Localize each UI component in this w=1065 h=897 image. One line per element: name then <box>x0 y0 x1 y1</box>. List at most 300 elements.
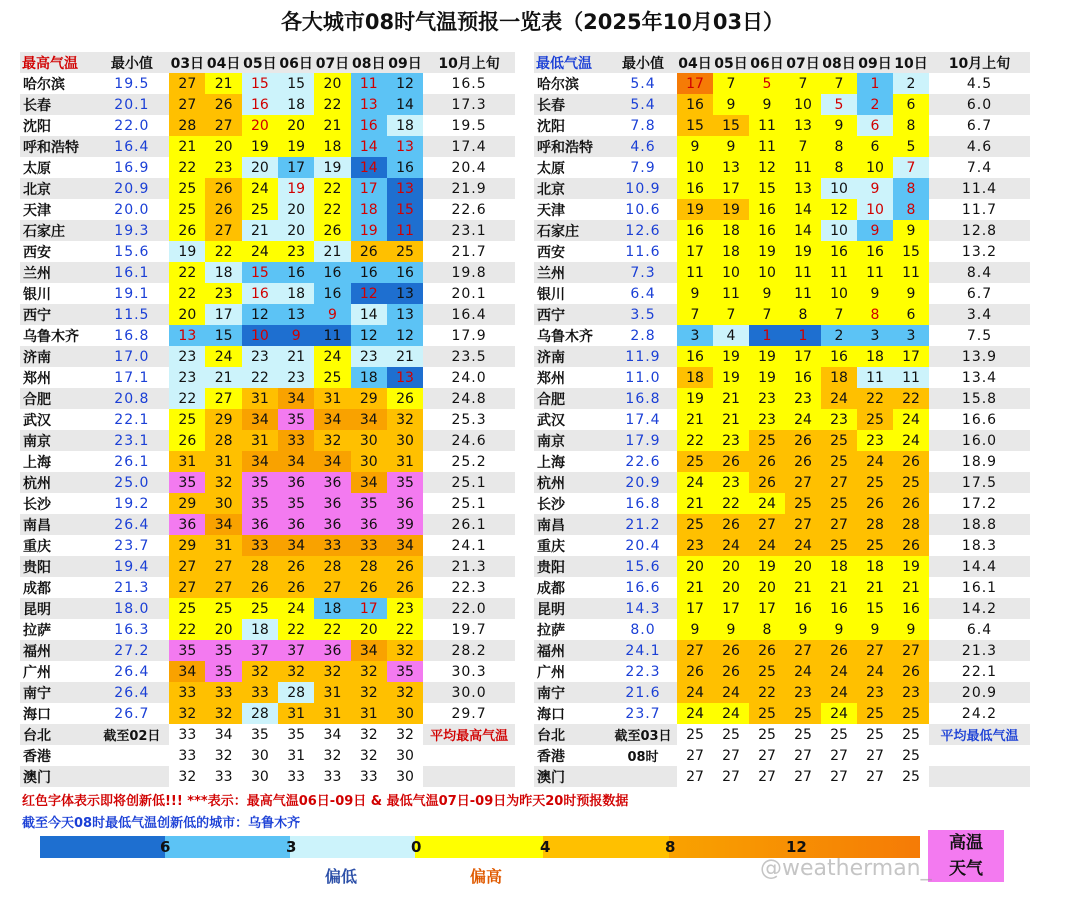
temp-cell: 24 <box>893 430 929 451</box>
decade-avg: 24.2 <box>961 705 998 722</box>
temp-cell: 34 <box>242 409 278 430</box>
temp-cell: 16 <box>677 346 713 367</box>
temp-cell: 32 <box>205 472 241 493</box>
temp-cell: 30 <box>396 747 414 764</box>
table-row <box>534 514 1030 535</box>
temp-cell: 26 <box>749 472 785 493</box>
temp-cell: 25 <box>893 472 929 493</box>
min-value: 18.0 <box>95 598 170 619</box>
temp-cell: 19 <box>677 199 713 220</box>
watermark: @weatherman_ <box>760 856 932 881</box>
table-row <box>20 304 515 325</box>
table-row <box>20 577 515 598</box>
min-value: 20.0 <box>114 201 150 218</box>
temp-cell: 11 <box>857 262 893 283</box>
temp-cell: 36 <box>278 472 314 493</box>
table-row <box>534 619 1030 640</box>
table-row <box>534 724 1030 745</box>
temp-cell: 19 <box>314 157 350 178</box>
temp-cell: 9 <box>677 619 713 640</box>
temp-cell: 26 <box>713 661 749 682</box>
temp-cell: 9 <box>314 304 350 325</box>
left-header-day: 09日 <box>387 52 423 73</box>
temp-cell: 25 <box>785 703 821 724</box>
decade-avg: 17.9 <box>451 327 487 344</box>
temp-cell: 12 <box>387 73 423 94</box>
city-name: 海口 <box>537 706 565 723</box>
temp-cell: 27 <box>821 514 857 535</box>
city-name: 哈尔滨 <box>537 76 579 93</box>
min-value: 3.5 <box>609 304 677 325</box>
city-name: 兰州 <box>20 262 95 283</box>
temp-cell: 26 <box>278 577 314 598</box>
decade-avg: 16.4 <box>423 304 515 325</box>
table-row <box>20 619 515 640</box>
decade-avg: 17.2 <box>961 495 998 512</box>
min-value: 19.5 <box>114 75 150 92</box>
city-name: 兰州 <box>534 262 609 283</box>
temp-cell: 6 <box>857 136 893 157</box>
min-value: 20.8 <box>95 388 170 409</box>
temp-cell: 32 <box>351 682 387 703</box>
right-header-day: 07日 <box>785 52 821 73</box>
min-value: 7.9 <box>630 159 656 176</box>
temp-cell: 22 <box>314 178 350 199</box>
decade-avg: 18.3 <box>961 537 998 554</box>
min-value: 22.3 <box>625 663 661 680</box>
temp-cell: 20 <box>677 556 713 577</box>
temp-cell: 27 <box>866 768 884 785</box>
decade-avg: 14.4 <box>929 556 1030 577</box>
city-name: 长沙 <box>23 496 51 513</box>
temp-cell: 26 <box>713 451 749 472</box>
temp-cell: 30 <box>351 430 387 451</box>
temp-cell: 23 <box>713 472 749 493</box>
temp-cell: 26 <box>205 178 241 199</box>
temp-cell: 23 <box>242 346 278 367</box>
temp-cell: 35 <box>250 726 269 743</box>
temp-cell: 9 <box>857 619 893 640</box>
city-name: 重庆 <box>23 538 51 555</box>
city-name: 西安 <box>537 244 565 261</box>
temp-cell: 23 <box>205 283 241 304</box>
table-row <box>534 283 1030 304</box>
city-name: 澳门 <box>20 766 95 787</box>
min-value: 15.6 <box>114 243 150 260</box>
temp-cell: 16 <box>749 220 785 241</box>
city-name: 香港 <box>537 748 565 765</box>
left-header-day: 08日 <box>351 52 387 73</box>
min-value: 5.4 <box>609 94 677 115</box>
temp-cell: 12 <box>387 325 423 346</box>
left-header-row <box>20 52 515 73</box>
temp-cell: 19 <box>749 367 785 388</box>
table-row <box>20 199 515 220</box>
city-name: 武汉 <box>23 412 51 429</box>
decade-avg: 19.8 <box>423 262 515 283</box>
temp-cell: 31 <box>314 682 350 703</box>
temp-cell: 24 <box>821 703 857 724</box>
city-name: 杭州 <box>20 472 95 493</box>
temp-cell: 24 <box>749 493 785 514</box>
temp-cell: 32 <box>396 726 414 743</box>
temp-cell: 14 <box>351 136 387 157</box>
decade-avg: 20.9 <box>929 682 1030 703</box>
temp-cell: 22 <box>387 619 423 640</box>
left-header-day: 04日 <box>205 52 241 73</box>
temp-cell: 32 <box>214 747 233 764</box>
temp-cell: 27 <box>205 220 241 241</box>
decade-avg: 7.4 <box>966 159 993 176</box>
min-value: 17.4 <box>625 411 661 428</box>
table-row <box>534 535 1030 556</box>
temp-cell: 3 <box>677 325 713 346</box>
legend-low-label: 偏低 <box>325 867 358 886</box>
temp-cell: 9 <box>893 220 929 241</box>
temp-cell: 16 <box>387 157 423 178</box>
temp-cell: 30 <box>387 703 423 724</box>
temp-cell: 34 <box>314 409 350 430</box>
temp-cell: 16 <box>857 241 893 262</box>
temp-cell: 27 <box>205 115 241 136</box>
table-row <box>534 766 1030 787</box>
temp-cell: 27 <box>830 747 848 764</box>
right-header-day: 10日 <box>893 52 929 73</box>
temp-cell: 33 <box>242 535 278 556</box>
temp-cell: 22 <box>169 388 205 409</box>
temp-cell: 18 <box>278 94 314 115</box>
temp-cell: 25 <box>794 726 812 743</box>
table-row <box>20 178 515 199</box>
temp-cell: 23 <box>893 682 929 703</box>
temp-cell: 32 <box>359 747 378 764</box>
temp-cell: 23 <box>785 388 821 409</box>
decade-avg: 23.1 <box>423 220 515 241</box>
temp-cell: 16 <box>893 598 929 619</box>
city-name: 南宁 <box>534 682 609 703</box>
temp-cell: 9 <box>857 283 893 304</box>
right-header-min: 最小值 <box>609 52 677 73</box>
min-value: 11.0 <box>625 369 661 386</box>
temp-cell: 26 <box>278 556 314 577</box>
city-name: 南宁 <box>20 682 95 703</box>
temp-cell: 18 <box>857 346 893 367</box>
temp-cell: 6 <box>893 304 929 325</box>
temp-cell: 32 <box>178 768 197 785</box>
temp-cell: 14 <box>387 94 423 115</box>
temp-cell: 27 <box>205 577 241 598</box>
city-name: 北京 <box>534 178 609 199</box>
temp-cell: 25 <box>205 598 241 619</box>
temp-cell: 32 <box>351 661 387 682</box>
decade-avg: 20.4 <box>451 159 487 176</box>
temp-cell: 32 <box>387 682 423 703</box>
temp-cell: 24 <box>242 178 278 199</box>
city-name: 呼和浩特 <box>534 136 609 157</box>
temp-cell: 20 <box>169 304 205 325</box>
temp-cell: 26 <box>785 451 821 472</box>
temp-cell: 21 <box>205 73 241 94</box>
temp-cell: 24 <box>278 598 314 619</box>
decade-avg: 4.6 <box>929 136 1030 157</box>
temp-cell: 34 <box>351 640 387 661</box>
temp-cell: 18 <box>314 136 350 157</box>
temp-cell: 7 <box>749 304 785 325</box>
table-row <box>534 409 1030 430</box>
temp-cell: 26 <box>242 577 278 598</box>
temp-cell: 21 <box>857 577 893 598</box>
table-row <box>20 409 515 430</box>
temp-cell: 3 <box>857 325 893 346</box>
temp-cell: 18 <box>857 556 893 577</box>
temp-cell: 16 <box>677 178 713 199</box>
temp-cell: 17 <box>351 598 387 619</box>
temp-cell: 25 <box>902 726 920 743</box>
decade-avg: 13.9 <box>929 346 1030 367</box>
city-name: 南京 <box>534 430 609 451</box>
temp-cell: 24 <box>821 661 857 682</box>
temp-cell: 9 <box>749 94 785 115</box>
min-value: 5.4 <box>630 75 656 92</box>
right-header-label: 最低气温 <box>534 52 609 73</box>
table-row <box>534 556 1030 577</box>
legend-tick-8: 8 <box>665 838 676 856</box>
decade-avg: 平均最低气温 <box>929 724 1030 745</box>
temp-cell: 30 <box>351 451 387 472</box>
table-row <box>20 661 515 682</box>
table-row <box>534 493 1030 514</box>
max-temp-table <box>20 52 515 787</box>
temp-cell: 27 <box>205 556 241 577</box>
temp-cell: 15 <box>713 115 749 136</box>
city-name: 南昌 <box>20 514 95 535</box>
temp-cell: 15 <box>893 241 929 262</box>
temp-cell: 9 <box>278 325 314 346</box>
min-value: 16.9 <box>114 159 150 176</box>
city-name: 长春 <box>20 94 95 115</box>
min-value: 21.2 <box>609 514 677 535</box>
temp-cell: 29 <box>351 388 387 409</box>
temp-cell: 18 <box>821 367 857 388</box>
table-row <box>20 241 515 262</box>
temp-cell: 26 <box>785 430 821 451</box>
min-value: 16.8 <box>114 327 150 344</box>
city-name: 贵阳 <box>20 556 95 577</box>
legend-hot-weather <box>928 830 1004 882</box>
temp-cell: 13 <box>387 136 423 157</box>
temp-cell: 22 <box>169 157 205 178</box>
min-value: 21.3 <box>114 579 150 596</box>
temp-cell: 9 <box>677 283 713 304</box>
min-value: 16.8 <box>625 495 661 512</box>
decade-avg: 12.8 <box>929 220 1030 241</box>
legend-tick-0: 0 <box>411 838 422 856</box>
temp-cell: 34 <box>278 388 314 409</box>
temp-cell: 17 <box>713 178 749 199</box>
temp-cell: 34 <box>323 726 342 743</box>
temp-cell: 14 <box>351 304 387 325</box>
temp-cell: 17 <box>713 598 749 619</box>
temp-cell: 15 <box>205 325 241 346</box>
city-name: 成都 <box>537 580 565 597</box>
temp-cell: 18 <box>205 262 241 283</box>
temp-cell: 16 <box>677 94 713 115</box>
temp-cell: 19 <box>749 346 785 367</box>
decade-avg: 4.5 <box>966 75 993 92</box>
decade-avg: 平均最高气温 <box>423 724 515 745</box>
temp-cell: 9 <box>713 136 749 157</box>
decade-avg <box>423 745 515 766</box>
min-value: 19.1 <box>114 285 150 302</box>
temp-cell: 26 <box>351 577 387 598</box>
table-row <box>20 535 515 556</box>
decade-avg: 15.8 <box>929 388 1030 409</box>
city-name: 太原 <box>537 160 565 177</box>
temp-cell: 22 <box>314 619 350 640</box>
temp-cell: 23 <box>169 367 205 388</box>
table-row <box>20 598 515 619</box>
legend-tick-6: 6 <box>160 838 171 856</box>
min-value: 11.6 <box>625 243 661 260</box>
legend-seg-gold <box>543 836 669 858</box>
temp-cell: 28 <box>893 514 929 535</box>
right-header-day: 04日 <box>677 52 713 73</box>
min-value: 19.3 <box>95 220 170 241</box>
temp-cell: 27 <box>821 472 857 493</box>
city-name: 昆明 <box>534 598 609 619</box>
temp-cell: 25 <box>830 726 848 743</box>
temp-cell: 17 <box>893 346 929 367</box>
temp-cell: 10 <box>749 262 785 283</box>
city-name: 石家庄 <box>20 220 95 241</box>
temp-cell: 10 <box>857 199 893 220</box>
temp-cell: 25 <box>749 661 785 682</box>
temp-cell: 19 <box>278 136 314 157</box>
temp-cell: 26 <box>314 220 350 241</box>
temp-cell: 27 <box>866 747 884 764</box>
city-name: 天津 <box>23 202 51 219</box>
temp-cell: 10 <box>821 220 857 241</box>
temp-cell: 31 <box>387 451 423 472</box>
temp-cell: 31 <box>205 535 241 556</box>
table-row <box>534 94 1030 115</box>
left-header-avg: 10月上旬 <box>423 52 515 73</box>
temp-cell: 20 <box>205 136 241 157</box>
temp-cell: 32 <box>169 703 205 724</box>
temp-cell: 11 <box>387 220 423 241</box>
temp-cell: 11 <box>785 283 821 304</box>
temp-cell: 31 <box>242 430 278 451</box>
temp-cell: 19 <box>278 178 314 199</box>
temp-cell: 20 <box>785 556 821 577</box>
temp-cell: 16 <box>821 346 857 367</box>
city-name: 台北 <box>20 724 95 745</box>
temp-cell: 34 <box>351 472 387 493</box>
min-value: 14.3 <box>609 598 677 619</box>
legend-hot-label: 高温 天气 <box>949 833 983 879</box>
temp-cell: 31 <box>314 703 350 724</box>
temp-cell: 33 <box>287 768 306 785</box>
temp-cell: 16 <box>242 283 278 304</box>
temp-cell: 27 <box>785 472 821 493</box>
temp-cell: 36 <box>314 514 350 535</box>
legend-tick-4: 4 <box>540 838 551 856</box>
temp-cell: 27 <box>205 388 241 409</box>
temp-cell: 17 <box>677 598 713 619</box>
table-row <box>534 367 1030 388</box>
temp-cell: 27 <box>830 768 848 785</box>
decade-avg: 18.8 <box>929 514 1030 535</box>
temp-cell: 18 <box>821 556 857 577</box>
temp-cell: 10 <box>857 157 893 178</box>
city-name: 西宁 <box>534 304 609 325</box>
temp-cell: 33 <box>178 747 197 764</box>
temp-cell: 33 <box>359 768 378 785</box>
min-value: 08时 <box>627 750 659 765</box>
decade-avg: 18.9 <box>961 453 998 470</box>
temp-cell: 7 <box>893 157 929 178</box>
temp-cell: 9 <box>785 619 821 640</box>
temp-cell: 21 <box>821 577 857 598</box>
temp-cell: 39 <box>387 514 423 535</box>
temp-cell: 11 <box>713 283 749 304</box>
temp-cell: 24 <box>749 535 785 556</box>
decade-avg: 21.9 <box>423 178 515 199</box>
temp-cell: 31 <box>351 703 387 724</box>
temp-cell: 21 <box>677 409 713 430</box>
temp-cell: 11 <box>314 325 350 346</box>
temp-cell: 16 <box>677 220 713 241</box>
temp-cell: 18 <box>351 367 387 388</box>
temp-cell: 35 <box>242 493 278 514</box>
temp-cell: 16 <box>242 94 278 115</box>
temp-cell: 15 <box>242 262 278 283</box>
temp-cell: 28 <box>205 430 241 451</box>
min-value: 16.1 <box>95 262 170 283</box>
table-row <box>534 262 1030 283</box>
temp-cell: 8 <box>821 157 857 178</box>
city-name: 乌鲁木齐 <box>537 328 593 345</box>
temp-cell: 22 <box>893 388 929 409</box>
decade-avg: 25.3 <box>451 411 487 428</box>
temp-cell: 33 <box>242 682 278 703</box>
table-row <box>20 157 515 178</box>
temp-cell: 34 <box>387 535 423 556</box>
left-header-day: 03日 <box>169 52 205 73</box>
temp-cell: 35 <box>205 661 241 682</box>
table-row <box>534 451 1030 472</box>
temp-cell: 18 <box>713 241 749 262</box>
temp-cell: 21 <box>314 241 350 262</box>
decade-avg: 22.6 <box>451 201 487 218</box>
temp-cell: 25 <box>902 747 920 764</box>
temp-cell: 23 <box>749 388 785 409</box>
temp-cell: 9 <box>821 115 857 136</box>
city-name: 西宁 <box>20 304 95 325</box>
temp-cell: 34 <box>242 451 278 472</box>
min-value: 截至03日 <box>609 724 677 745</box>
decade-avg: 22.3 <box>451 579 487 596</box>
table-row <box>534 199 1030 220</box>
min-value: 12.6 <box>609 220 677 241</box>
min-value <box>95 745 170 766</box>
temp-cell: 25 <box>857 472 893 493</box>
temp-cell: 8 <box>785 304 821 325</box>
temp-cell: 20 <box>278 220 314 241</box>
table-row <box>20 703 515 724</box>
temp-cell: 18 <box>278 283 314 304</box>
temp-cell: 27 <box>677 640 713 661</box>
